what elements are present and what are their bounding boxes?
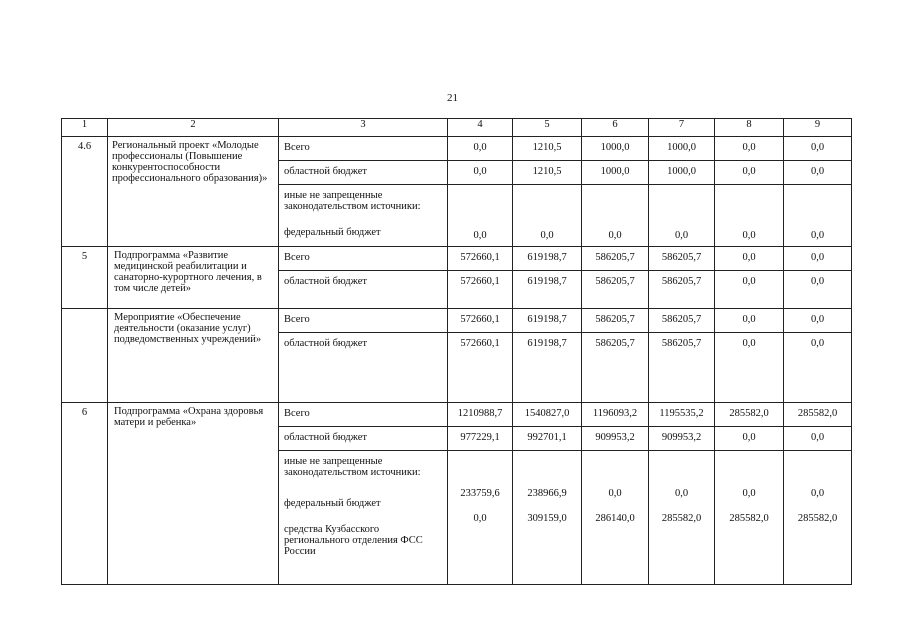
value-cell: 586205,7 [649, 309, 715, 333]
value-cell: 1000,0 [582, 137, 649, 161]
value-cell: 0,0 [473, 513, 487, 524]
program-name: Подпрограмма «Охрана здоровья матери и ребенка» [108, 403, 279, 585]
value-cell: 0,0 [742, 488, 756, 499]
funding-source-heading: иные не запрещенные законодательством источники: [284, 456, 421, 478]
value-cell: 0,0 [448, 137, 513, 161]
value-cell: 909953,2 [649, 427, 715, 451]
value-cell: 0,0 [608, 488, 622, 499]
value-cell: 586205,7 [582, 309, 649, 333]
header-cell: 8 [715, 119, 784, 137]
funding-source: Всего [279, 403, 448, 427]
value-cell: 0,0 [715, 333, 784, 403]
funding-source: областной бюджет [279, 333, 448, 403]
value-cell: 1210988,7 [448, 403, 513, 427]
value-cell: 1195535,2 [649, 403, 715, 427]
value-cell: 619198,7 [513, 333, 582, 403]
value-cell: 1000,0 [582, 161, 649, 185]
value-cell: 285582,0 [661, 513, 702, 524]
value-cell: 285582,0 [797, 513, 838, 524]
header-cell: 4 [448, 119, 513, 137]
value-cell: 1000,0 [649, 137, 715, 161]
value-cell: 586205,7 [582, 247, 649, 271]
value-cell: 309159,0 [527, 513, 567, 524]
value-cell: 0,0 [674, 488, 689, 499]
value-cell: 586205,7 [649, 271, 715, 309]
value-cell: 0,0 [582, 185, 649, 247]
value-cell: 572660,1 [448, 271, 513, 309]
header-cell: 6 [582, 119, 649, 137]
value-cell: 0,0 [784, 427, 852, 451]
value-cell: 286140,0 [595, 513, 635, 524]
value-cell: 0,0 [784, 333, 852, 403]
row-number: 5 [62, 247, 108, 309]
value-cell: 238966,9 [527, 488, 567, 499]
funding-source: областной бюджет [279, 427, 448, 451]
value-cell [513, 451, 582, 585]
value-cell: 285582,0 [715, 403, 784, 427]
table-header-row [62, 119, 852, 137]
table-row [62, 137, 852, 161]
header-cell: 2 [108, 119, 279, 137]
row-number: 4.6 [62, 137, 108, 247]
value-cell: 619198,7 [513, 271, 582, 309]
budget-table [61, 118, 852, 585]
table-row [62, 247, 852, 271]
value-cell: 909953,2 [582, 427, 649, 451]
funding-source: Всего [279, 137, 448, 161]
value-cell: 1540827,0 [513, 403, 582, 427]
value-cell: 0,0 [784, 247, 852, 271]
value-cell: 1210,5 [513, 161, 582, 185]
funding-source-subitem: средства Кузбасского регионального отделения ФСС России [284, 524, 423, 557]
value-cell: 0,0 [448, 161, 513, 185]
value-cell: 0,0 [784, 185, 852, 247]
header-cell: 3 [279, 119, 448, 137]
row-number [62, 309, 108, 403]
value-cell: 0,0 [649, 185, 715, 247]
value-cell: 619198,7 [513, 247, 582, 271]
funding-source: Всего [279, 309, 448, 333]
funding-source: областной бюджет [279, 271, 448, 309]
value-cell: 0,0 [784, 161, 852, 185]
value-cell: 0,0 [810, 488, 825, 499]
value-cell: 586205,7 [649, 333, 715, 403]
table-row [62, 309, 852, 333]
value-cell: 285582,0 [784, 403, 852, 427]
value-cell [448, 451, 513, 585]
value-cell: 572660,1 [448, 247, 513, 271]
funding-source-heading: иные не запрещенные законодательством источники: [284, 190, 421, 212]
value-cell: 977229,1 [448, 427, 513, 451]
program-name: Подпрограмма «Развитие медицинской реабилитации и санаторно-курортного лечения, в том числе детей» [108, 247, 279, 309]
funding-source: Всего [279, 247, 448, 271]
header-cell: 7 [649, 119, 715, 137]
value-cell [715, 451, 784, 585]
value-cell: 1210,5 [513, 137, 582, 161]
funding-source [279, 451, 448, 585]
value-cell [784, 451, 852, 585]
value-cell: 0,0 [513, 185, 582, 247]
value-cell: 572660,1 [448, 333, 513, 403]
value-cell: 1196093,2 [582, 403, 649, 427]
value-cell: 0,0 [715, 271, 784, 309]
header-cell: 5 [513, 119, 582, 137]
value-cell: 0,0 [448, 185, 513, 247]
value-cell: 0,0 [715, 137, 784, 161]
value-cell: 0,0 [715, 247, 784, 271]
value-cell: 0,0 [784, 271, 852, 309]
value-cell: 586205,7 [649, 247, 715, 271]
value-cell: 619198,7 [513, 309, 582, 333]
value-cell: 0,0 [715, 427, 784, 451]
value-cell: 0,0 [784, 137, 852, 161]
value-cell: 285582,0 [729, 513, 769, 524]
funding-source-subitem: федеральный бюджет [284, 498, 381, 509]
funding-source: областной бюджет [279, 161, 448, 185]
program-name: Региональный проект «Молодые профессионалы (Повышение конкурентоспособности профессионального образования)» [108, 137, 279, 247]
value-cell: 1000,0 [649, 161, 715, 185]
value-cell: 0,0 [715, 161, 784, 185]
header-cell: 1 [62, 119, 108, 137]
value-cell: 0,0 [784, 309, 852, 333]
funding-source-subitem: федеральный бюджет [284, 227, 381, 238]
value-cell [582, 451, 649, 585]
value-cell [649, 451, 715, 585]
value-cell: 572660,1 [448, 309, 513, 333]
header-cell: 9 [784, 119, 852, 137]
value-cell: 233759,6 [460, 488, 500, 499]
program-name: Мероприятие «Обеспечение деятельности (оказание услуг) подведомственных учреждений» [108, 309, 279, 403]
table-row [62, 403, 852, 427]
value-cell: 586205,7 [582, 333, 649, 403]
page-number: 21 [447, 92, 458, 104]
value-cell: 0,0 [715, 185, 784, 247]
value-cell: 992701,1 [513, 427, 582, 451]
row-number: 6 [62, 403, 108, 585]
funding-source [279, 185, 448, 247]
value-cell: 586205,7 [582, 271, 649, 309]
value-cell: 0,0 [715, 309, 784, 333]
